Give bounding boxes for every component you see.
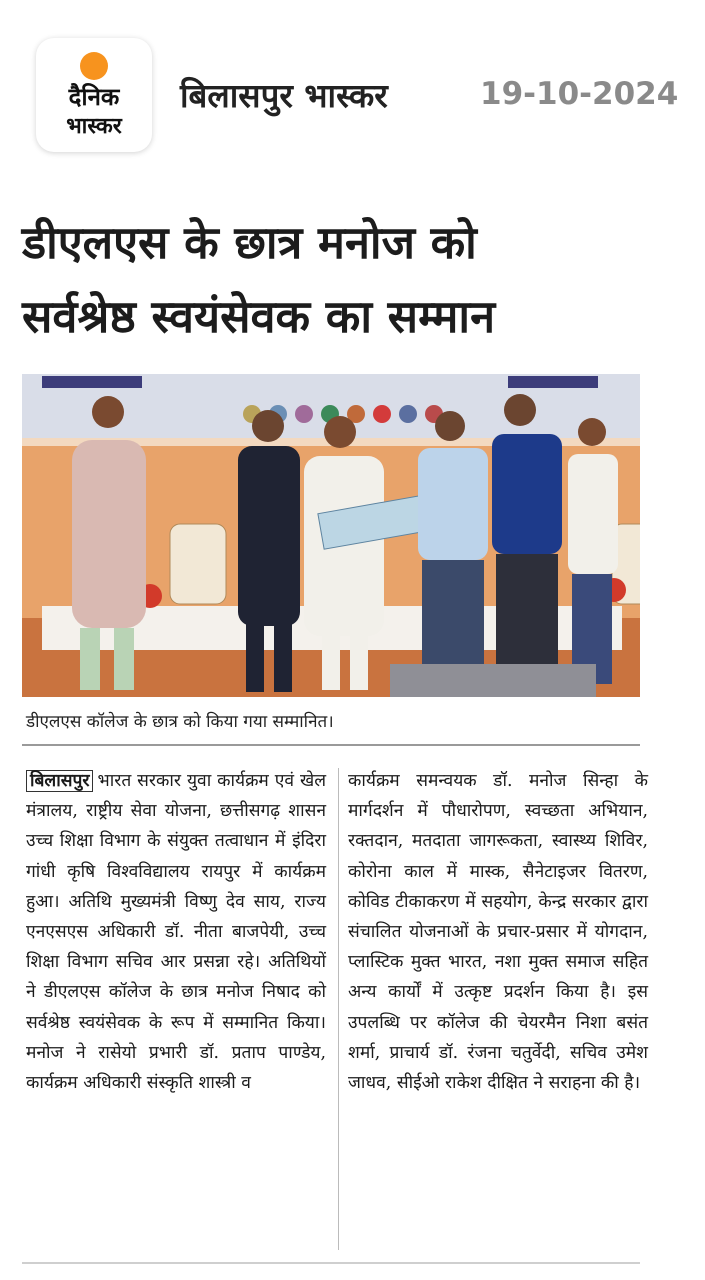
article-bottom-border — [22, 1262, 640, 1264]
logo-sun-icon — [80, 52, 108, 80]
dateline: बिलासपुर — [26, 770, 93, 792]
photo-caption: डीएलएस कॉलेज के छात्र को किया गया सम्मानित। — [26, 712, 334, 732]
article-body-column-left — [26, 766, 326, 1098]
column-divider — [338, 768, 339, 1250]
headline-line-2: सर्वश्रेष्ठ स्वयंसेवक का सम्मान — [22, 290, 496, 343]
headline-line-1: डीएलएस के छात्र मनोज को — [22, 216, 477, 269]
logo-text-line1: दैनिक — [68, 83, 120, 111]
article-headline — [22, 206, 682, 354]
logo-text-line2: भास्कर — [66, 114, 122, 139]
article-body-column-right — [348, 766, 648, 1098]
article-photo — [22, 374, 640, 697]
body-text-left: भारत सरकार युवा कार्यक्रम एवं खेल मंत्रालय, राष्ट्रीय सेवा योजना, छत्तीसगढ़ शासन उच्च शिक्षा विभाग के संयुक्त तत्वाधान में इंदिरा गांधी कृषि विश्वविद्यालय रायपुर में कार्यक्रम हुआ। अतिथि मुख्यमंत्री विष्णु देव साय, राज्य एनएसएस अधिकारी डॉ. नीता बाजपेयी, उच्च शिक्षा विभाग सचिव आर प्रसन्ना रहे। अतिथियों ने डीएलएस कॉलेज के छात्र मनोज निषाद को सर्वश्रेष्ठ स्वयंसेवक के रूप में सम्मानित किया। मनोज ने रासेयो प्रभारी डॉ. प्रताप पाण्डेय, कार्यक्रम अधिकारी संस्कृति शास्त्री व — [26, 771, 326, 1094]
caption-divider — [22, 744, 640, 746]
edition-name: बिलासपुर भास्कर — [180, 76, 388, 115]
dainik-bhaskar-logo[interactable] — [36, 38, 152, 152]
body-text-right: कार्यक्रम समन्वयक डॉ. मनोज सिन्हा के मार्गदर्शन में पौधारोपण, स्वच्छता अभियान, रक्तदान, मतदाता जागरूकता, स्वास्थ्य शिविर, कोरोना काल में मास्क, सैनेटाइजर वितरण, कोविड टीकाकरण में सहयोग, केन्द्र सरकार द्वारा संचालित योजनाओं के प्रचार-प्रसार में योगदान, प्लास्टिक मुक्त भारत, नशा मुक्त समाज सहित अन्य कार्यों में उत्कृष्ट प्रदर्शन किया है। इस उपलब्धि पर कॉलेज की चेयरमैन निशा बसंत शर्मा, प्राचार्य डॉ. रंजना चतुर्वेदी, सचिव उमेश जाधव, सीईओ राकेश दीक्षित ने सराहना की है। — [348, 771, 648, 1094]
award-ceremony-photo — [22, 374, 640, 697]
page-header — [0, 0, 705, 190]
publication-date: 19-10-2024 — [480, 76, 679, 112]
